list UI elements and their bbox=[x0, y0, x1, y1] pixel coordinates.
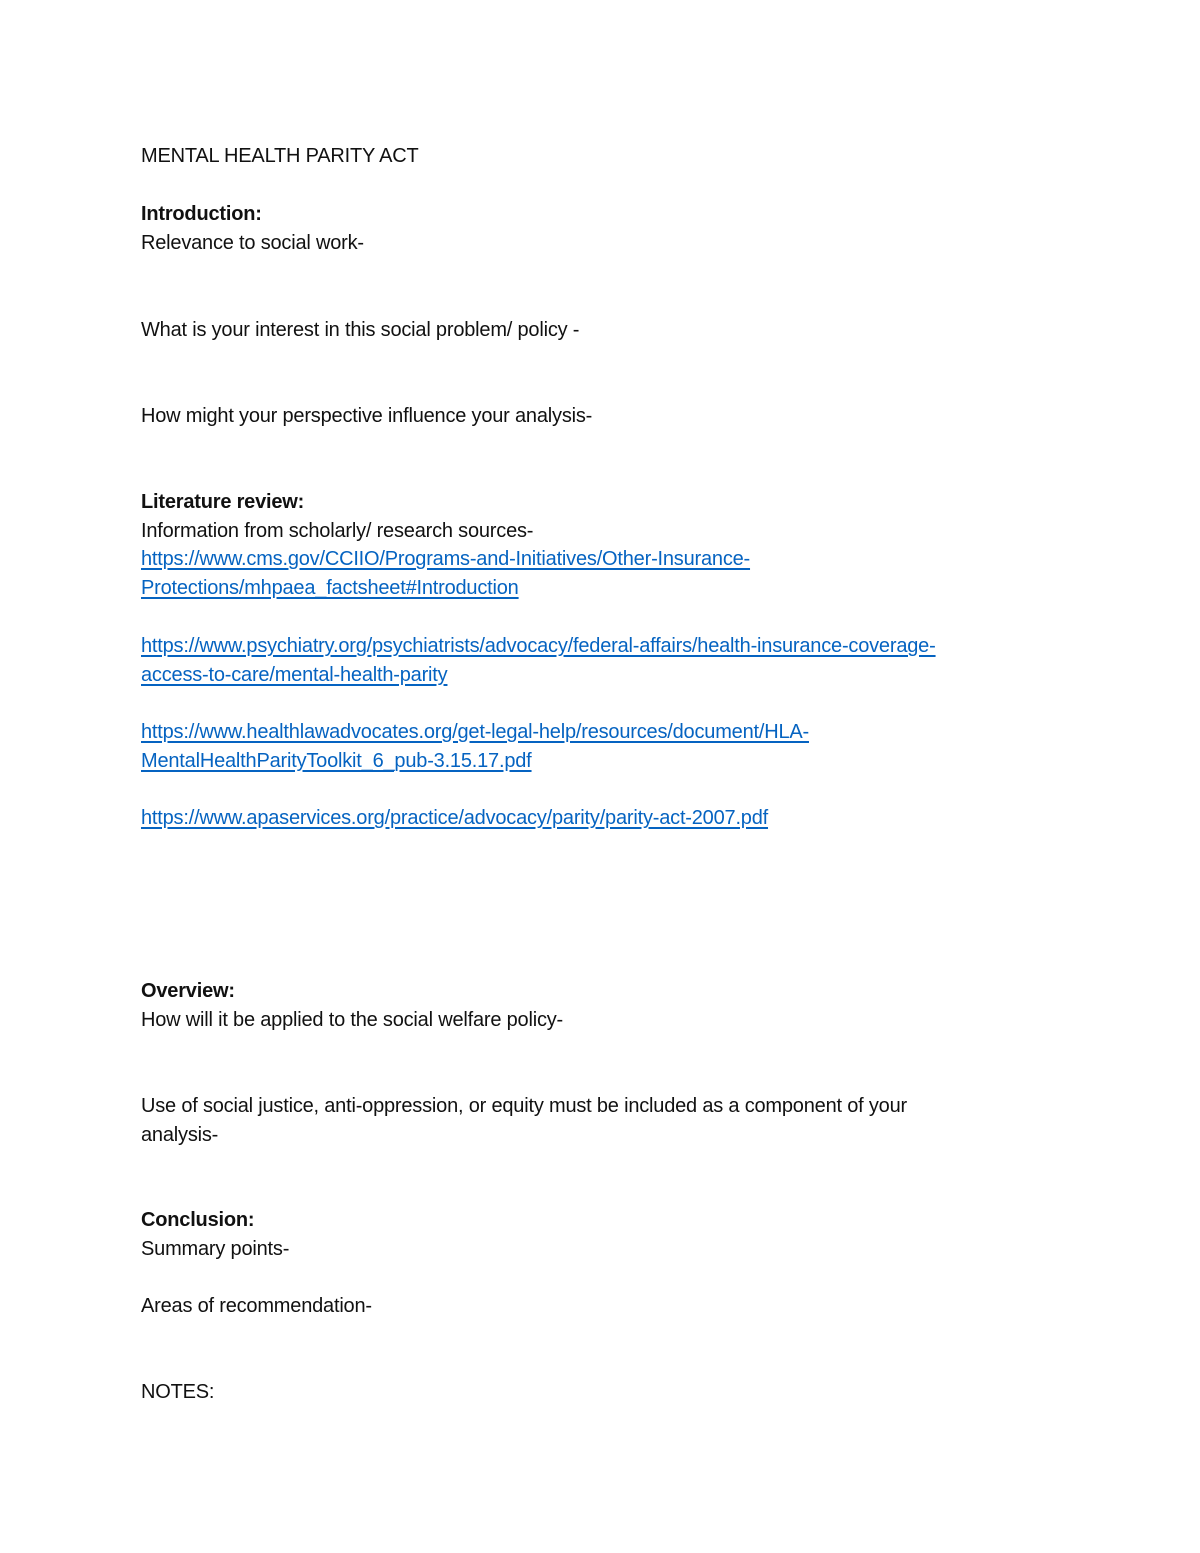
notes-label: NOTES: bbox=[141, 1381, 215, 1403]
introduction-heading: Introduction: bbox=[141, 203, 262, 225]
psychiatry-link-line-2[interactable]: access-to-care/mental-health-parity bbox=[141, 664, 448, 686]
cms-link-line-1[interactable]: https://www.cms.gov/CCIIO/Programs-and-Initiatives/Other-Insurance- bbox=[141, 548, 751, 570]
healthlaw-link-line-1[interactable]: https://www.healthlawadvocates.org/get-legal-help/resources/document/HLA- bbox=[141, 721, 809, 743]
interest-prompt: What is your interest in this social problem/ policy - bbox=[141, 319, 580, 341]
recommendation-prompt: Areas of recommendation- bbox=[141, 1295, 372, 1317]
application-prompt: How will it be applied to the social welfare policy- bbox=[141, 1009, 564, 1031]
relevance-prompt: Relevance to social work- bbox=[141, 232, 364, 254]
overview-heading: Overview: bbox=[141, 980, 235, 1002]
healthlaw-link-line-2[interactable]: MentalHealthParityToolkit_6_pub-3.15.17.pdf bbox=[141, 750, 532, 772]
literature-review-heading: Literature review: bbox=[141, 491, 305, 513]
sources-prompt: Information from scholarly/ research sources- bbox=[141, 520, 534, 542]
psychiatry-link-line-1[interactable]: https://www.psychiatry.org/psychiatrists/advocacy/federal-affairs/health-insurance-coverage- bbox=[141, 635, 936, 657]
apaservices-link[interactable]: https://www.apaservices.org/practice/advocacy/parity/parity-act-2007.pdf bbox=[141, 807, 769, 829]
summary-prompt: Summary points- bbox=[141, 1238, 290, 1260]
document-title: MENTAL HEALTH PARITY ACT bbox=[141, 145, 419, 167]
perspective-prompt: How might your perspective influence your analysis- bbox=[141, 405, 593, 427]
conclusion-heading: Conclusion: bbox=[141, 1209, 255, 1231]
social-justice-prompt-line-2: analysis- bbox=[141, 1124, 219, 1146]
social-justice-prompt-line-1: Use of social justice, anti-oppression, or equity must be included as a component of your bbox=[141, 1095, 907, 1117]
cms-link-line-2[interactable]: Protections/mhpaea_factsheet#Introduction bbox=[141, 577, 519, 599]
